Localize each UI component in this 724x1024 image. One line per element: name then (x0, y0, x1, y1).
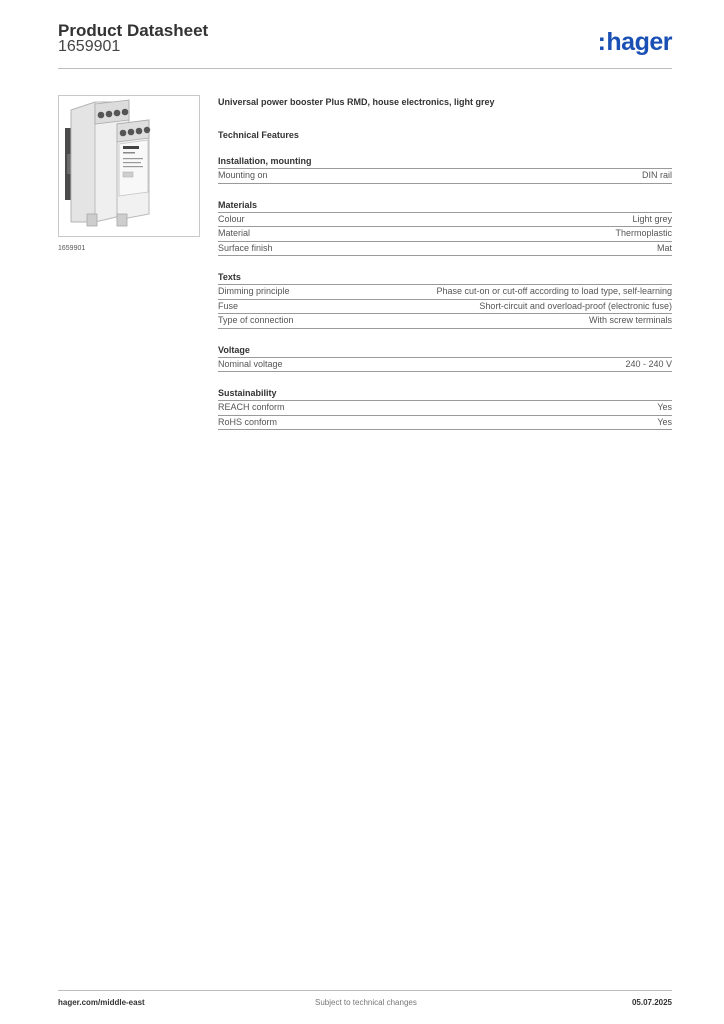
section-installation-mounting (218, 156, 672, 184)
section-texts (218, 272, 672, 329)
spec-value: Yes (657, 416, 672, 427)
spec-value: With screw terminals (588, 315, 672, 325)
section-heading: Texts (218, 272, 672, 285)
image-caption: 1659901 (58, 245, 86, 252)
section-heading: Sustainability (218, 388, 672, 401)
spec-value: 240 - 240 V (625, 358, 672, 369)
product-description: Universal power booster Plus RMD, house electronics, light grey (218, 97, 495, 107)
spec-label: Surface finish (218, 242, 273, 253)
spec-value: Light grey (632, 213, 672, 224)
page-title: Product Datasheet (58, 21, 209, 40)
logo-colon: : (597, 28, 606, 56)
footer-date: 05.07.2025 (631, 998, 672, 1007)
spec-value: Yes (657, 402, 672, 412)
logo-text: hager (606, 28, 672, 56)
spec-label: Nominal voltage (218, 358, 283, 369)
spec-label: Colour (218, 213, 245, 224)
footer-divider (58, 990, 672, 991)
spec-row (218, 242, 672, 257)
spec-value: Mat (656, 242, 672, 253)
product-image (58, 95, 200, 237)
product-number: 1659901 (58, 38, 121, 55)
spec-value: Short-circuit and overload-proof (electronic fuse) (479, 300, 672, 311)
footer-website-link[interactable]: hager.com/middle-east (58, 998, 145, 1007)
spec-row (218, 285, 672, 300)
section-heading: Installation, mounting (218, 156, 672, 169)
section-sustainability (218, 388, 672, 430)
spec-value: Thermoplastic (615, 228, 672, 238)
header-divider (58, 68, 672, 69)
spec-row (218, 169, 672, 184)
spec-label: Type of connection (218, 315, 294, 325)
spec-value: DIN rail (641, 170, 672, 180)
section-heading: Voltage (218, 345, 672, 358)
product-details (218, 97, 672, 430)
spec-label: Material (218, 228, 251, 238)
technical-features-heading: Technical Features (218, 130, 299, 140)
spec-row (218, 213, 672, 228)
spec-row (218, 300, 672, 315)
spec-label: REACH conform (218, 402, 285, 412)
spec-row (218, 358, 672, 373)
spec-label: Dimming principle (218, 286, 290, 296)
footer-notice: Subject to technical changes (315, 998, 417, 1007)
section-voltage (218, 345, 672, 373)
spec-row (218, 416, 672, 431)
spec-row (218, 401, 672, 416)
section-heading: Materials (218, 200, 672, 213)
spec-row (218, 314, 672, 329)
hager-logo (598, 28, 672, 57)
spec-label: Mounting on (218, 170, 268, 180)
power-booster-illustration (59, 96, 199, 236)
spec-value: Phase cut-on or cut-off according to load type, self-learning (436, 286, 672, 296)
spec-label: RoHS conform (218, 416, 278, 427)
spec-row (218, 227, 672, 242)
spec-label: Fuse (218, 300, 239, 311)
section-materials (218, 200, 672, 257)
